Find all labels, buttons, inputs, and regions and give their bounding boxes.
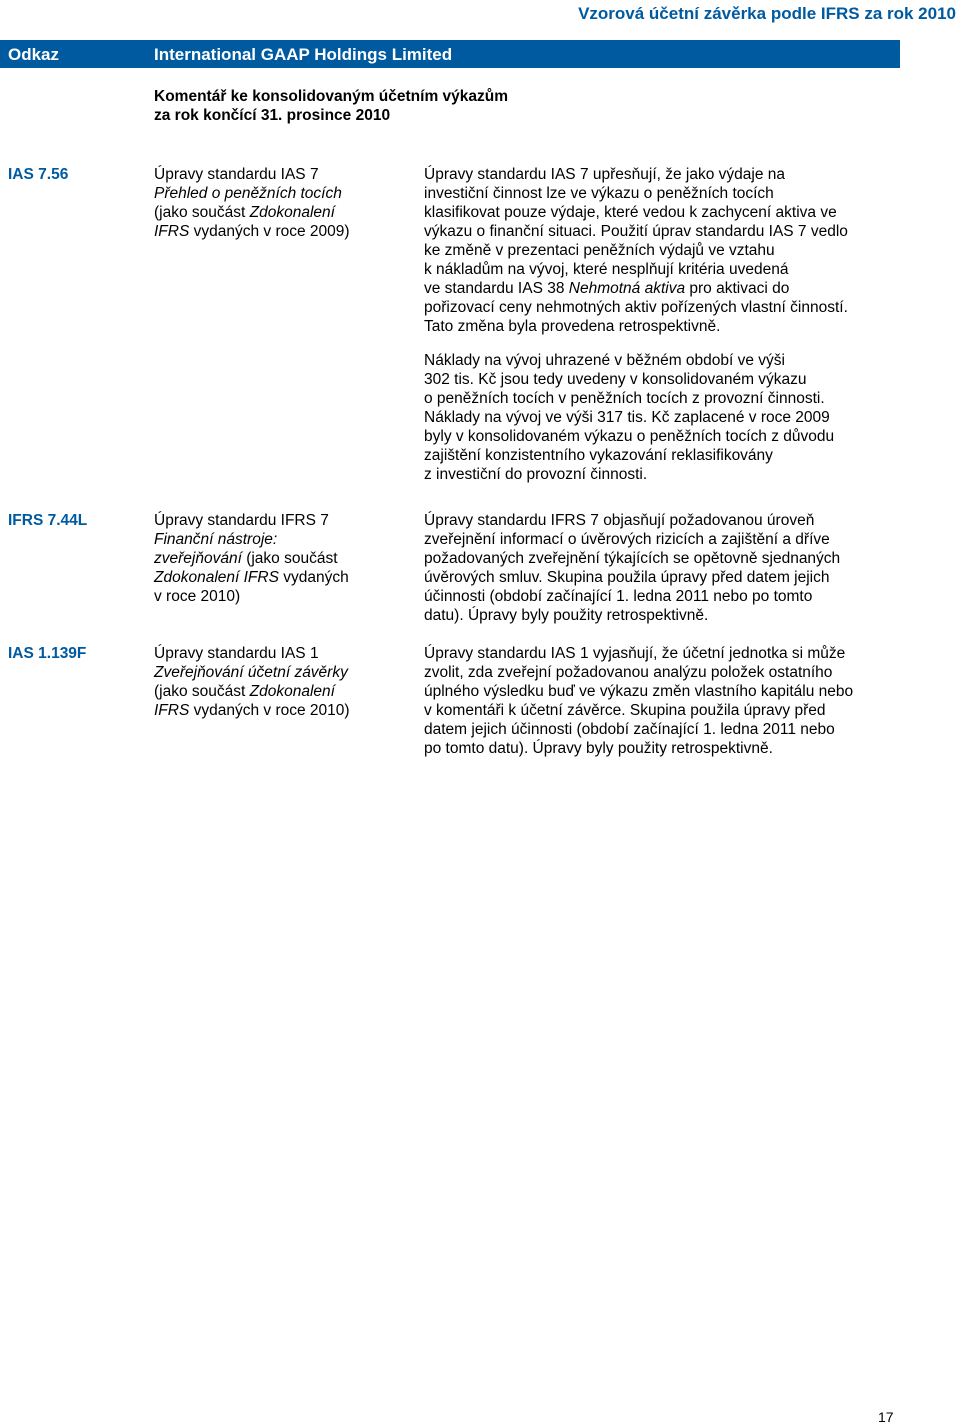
text-line: pořizovací ceny nehmotných aktiv pořízených vlastní činností. [424,299,848,316]
std-italic: Zdokonalení [249,204,335,221]
text-line: z investiční do provozní činnosti. [424,466,648,483]
std-line: Úpravy standardu IAS 1 [154,645,319,662]
text-line: Náklady na vývoj ve výši 317 tis. Kč zaplacené v roce 2009 [424,409,830,426]
report-subtitle [154,87,508,125]
text-line: Náklady na vývoj uhrazené v běžném období ve výši [424,352,786,369]
subtitle-line: Komentář ke konsolidovaným účetním výkazům [154,88,509,105]
paragraph [424,511,892,625]
std-line [154,222,394,241]
page-number: 17 [878,1409,894,1425]
text-line: úvěrových smluv. Skupina použila úpravy před datem jejich [424,569,830,586]
text-line: byly v konsolidovaném výkazu o peněžních tocích z důvodu [424,428,835,445]
text-line: požadovaných zveřejnění týkajících se opětovně sjednaných [424,550,841,567]
std-line [154,568,394,587]
text-line: v komentáři k účetní závěrce. Skupina použila úpravy před [424,702,826,719]
std-italic: IFRS [154,702,190,719]
standard-title [154,165,394,241]
text-line: zvolit, zda zveřejní požadovanou analýzu položek ostatního [424,664,833,681]
std-text: (jako součást [154,204,250,221]
text-line: úplného výsledku buď ve výkazu změn vlastního kapitálu nebo [424,683,854,700]
text-line: 302 tis. Kč jsou tedy uvedeny v konsolidovaném výkazu [424,371,807,388]
text-line: Úpravy standardu IFRS 7 objasňují požadovanou úroveň [424,512,815,529]
text-line: datu). Úpravy byly použity retrospektivně. [424,607,709,624]
std-line [154,663,394,682]
std-italic: IFRS [154,223,190,240]
text-line: Úpravy standardu IAS 7 upřesňují, že jako výdaje na [424,166,786,183]
std-italic: zveřejňování [154,550,242,567]
paragraph [424,165,892,336]
text-line: zajištění konzistentního vykazování reklasifikovány [424,447,773,464]
text-run: pro aktivaci do [685,280,790,297]
text-line: po tomto datu). Úpravy byly použity retrospektivně. [424,740,773,757]
std-line [154,184,394,203]
std-italic: Finanční nástroje: [154,531,278,548]
text-line: k nákladům na vývoj, které nesplňují kritéria uvedená [424,261,789,278]
std-line [154,203,394,222]
std-italic: Zdokonalení [249,683,335,700]
subtitle-line: za rok končící 31. prosince 2010 [154,107,391,124]
text-line: Úpravy standardu IAS 1 vyjasňují, že účetní jednotka si může [424,645,846,662]
standard-title [154,511,394,606]
header-band [0,40,900,68]
text-line: investiční činnost lze ve výkazu o peněžních tocích [424,185,774,202]
document-title: Vzorová účetní závěrka podle IFRS za rok 2010 [578,4,956,23]
paragraph [424,644,892,758]
text-run: ve standardu IAS 38 [424,280,569,297]
reference-code: IFRS 7.44L [8,512,88,529]
section-description [424,644,892,773]
text-line: o peněžních tocích v peněžních tocích z provozní činnosti. [424,390,825,407]
std-text: vydaných [278,569,349,586]
std-text: (jako součást [241,550,338,567]
paragraph [424,351,892,484]
section-description [424,511,892,640]
text-line: výkazu o finanční situaci. Použití úprav standardu IAS 7 vedlo [424,223,848,240]
reference-column-label: Odkaz [8,45,60,64]
std-line [154,682,394,701]
company-name: International GAAP Holdings Limited [154,45,453,64]
text-line: datem jejich účinnosti (období začínající 1. ledna 2011 nebo [424,721,835,738]
std-line: Úpravy standardu IAS 7 [154,166,319,183]
section-description [424,165,892,499]
text-italic: Nehmotná aktiva [568,280,686,297]
std-line [154,701,394,720]
reference-code: IAS 7.56 [8,166,69,183]
std-line: Úpravy standardu IFRS 7 [154,512,329,529]
text-line: klasifikovat pouze výdaje, které vedou k zachycení aktiva ve [424,204,837,221]
std-line: v roce 2010) [154,588,241,605]
std-line [154,530,394,549]
reference-code: IAS 1.139F [8,645,87,662]
std-text: vydaných v roce 2010) [189,702,350,719]
std-text: (jako součást [154,683,250,700]
std-text: vydaných v roce 2009) [189,223,350,240]
std-italic: Zdokonalení IFRS [154,569,279,586]
text-line: Tato změna byla provedena retrospektivně. [424,318,721,335]
text-line: účinnosti (období začínající 1. ledna 2011 nebo po tomto [424,588,813,605]
standard-title [154,644,394,720]
std-italic: Zveřejňování účetní závěrky [154,664,348,681]
text-line [424,279,892,298]
std-line [154,549,394,568]
text-line: zveřejnění informací o úvěrových rizicích a zajištění a dříve [424,531,830,548]
std-italic: Přehled o peněžních tocích [154,185,342,202]
text-line: ke změně v prezentaci peněžních výdajů ve vztahu [424,242,775,259]
